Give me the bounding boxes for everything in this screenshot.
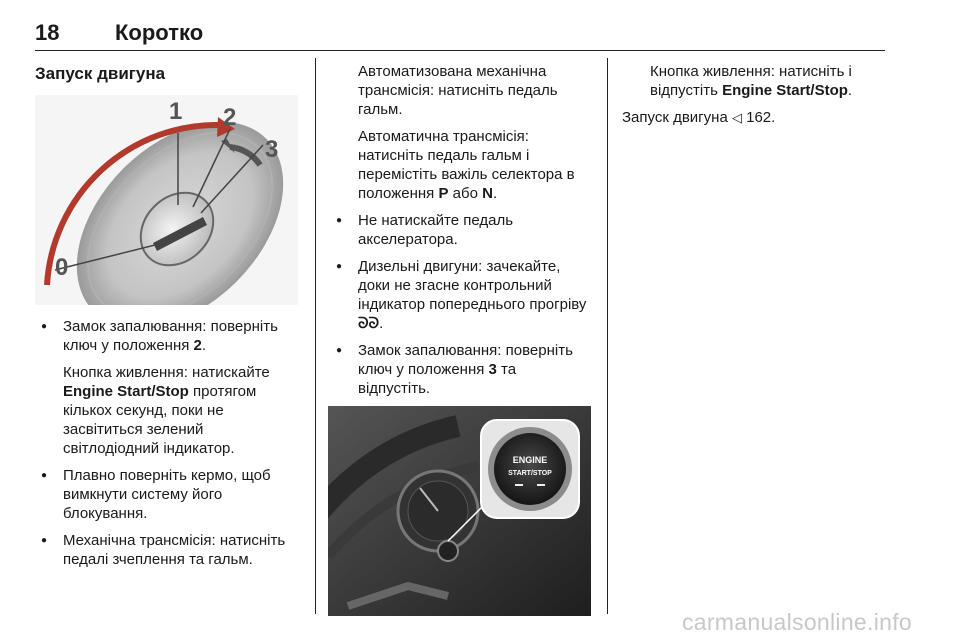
paragraph: Автоматична трансмісія: натисніть педаль гальм і перемістіть важіль селектора в положення P або N. [358, 128, 575, 202]
column-2 [330, 62, 592, 616]
list-subparagraph: Кнопка живлення: натискайте Engine Start/Stop протягом кількох секунд, поки не засвітиться зелений світлодіодний індикатор. [63, 364, 270, 457]
step-list [330, 211, 592, 398]
list-item: ● Дизельні двигуни: зачекайте, доки не згасне контрольний індикатор попереднього прогріву ᘐᘐ. [330, 257, 592, 333]
column-divider [607, 58, 608, 614]
column-3 [622, 62, 887, 135]
list-item: ● Замок запалювання: поверніть ключ у положення 2. Кнопка живлення: натискайте Engine Start/Stop протягом кількох секунд, поки не засвітиться зелений світлодіодний індикатор. [35, 317, 300, 458]
glow-plug-icon: ᘐᘐ [358, 315, 380, 332]
section-title: Запуск двигуна [35, 64, 166, 83]
position-2-label: 2 [223, 104, 237, 131]
engine-start-stop-button [494, 433, 566, 505]
list-item: ● Плавно поверніть кермо, щоб вимкнути систему його блокування. [35, 466, 300, 523]
page-number: 18 [35, 20, 60, 45]
position-3-label: 3 [265, 136, 279, 163]
watermark: carmanualsonline.info [681, 609, 912, 635]
step-list [35, 317, 300, 569]
list-item: ● Не натискайте педаль акселератора. [330, 211, 592, 249]
list-item: ● Замок запалювання: поверніть ключ у положення 3 та відпустіть. [330, 341, 592, 398]
svg-text:ENGINE: ENGINE [512, 455, 548, 465]
svg-text:START/STOP: START/STOP [508, 470, 552, 477]
column-1 [35, 64, 300, 577]
position-0-label: 0 [55, 254, 69, 281]
start-stop-button-small [438, 541, 458, 561]
page-title: Коротко [115, 20, 204, 45]
list-item: ● Механічна трансмісія: натисніть педалі зчеплення та гальм. [35, 531, 300, 569]
page-header [35, 20, 885, 48]
paragraph: Кнопка живлення: натисніть і відпустіть Engine Start/Stop. [650, 63, 853, 99]
column-divider [315, 58, 316, 614]
reference-arrow-icon: ◁ [731, 110, 742, 125]
header-divider [35, 50, 885, 51]
position-1-label: 1 [169, 98, 183, 125]
start-stop-button-photo [328, 406, 591, 616]
ignition-lock-illustration [35, 95, 298, 305]
cross-reference[interactable]: Запуск двигуна ◁ 162. [622, 109, 776, 126]
paragraph: Автоматизована механічна трансмісія: натисніть педаль гальм. [358, 63, 558, 118]
